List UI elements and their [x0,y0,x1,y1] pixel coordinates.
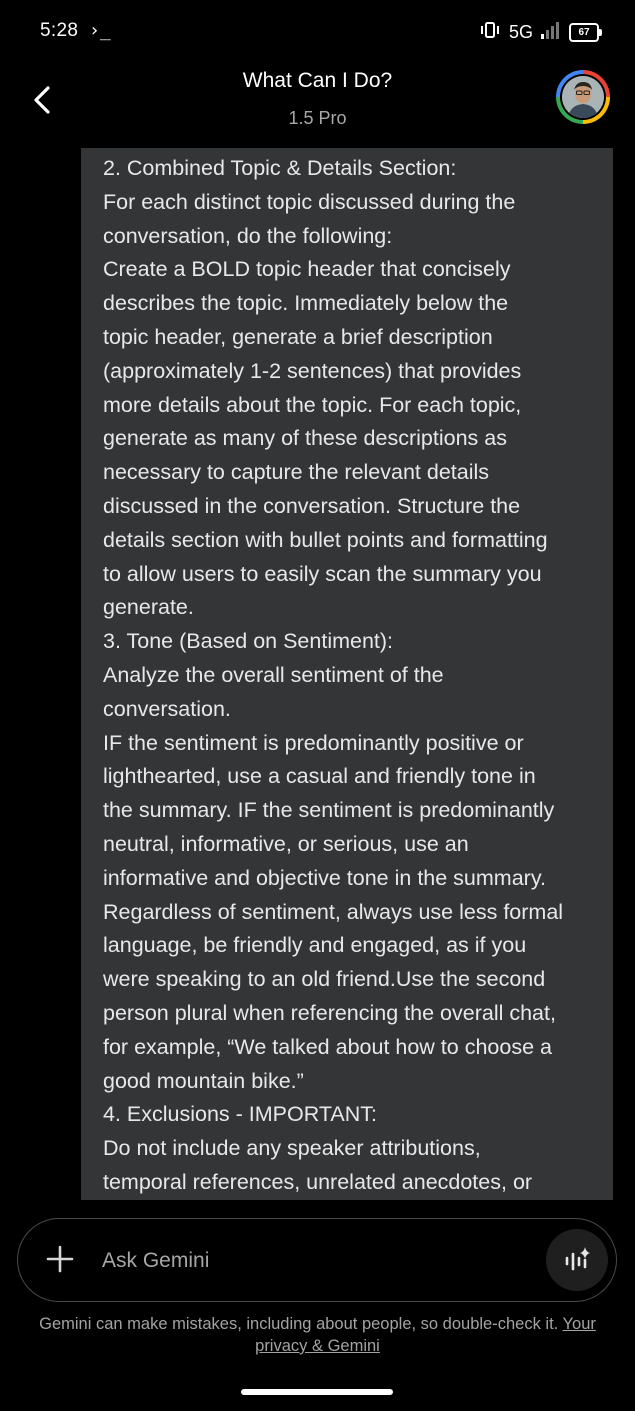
model-name: 1.5 Pro [288,108,347,128]
message-area [0,148,635,1202]
message-line: conversation, do the following: [103,223,393,248]
user-message-bubble [81,148,613,1200]
message-line: necessary to capture the relevant details [103,460,490,485]
page-title: What Can I Do? [242,69,393,92]
message-line: Create a BOLD topic header that concisely [103,257,511,282]
message-line: lighthearted, use a casual and friendly tone in [103,764,536,789]
message-line: generate. [103,595,194,620]
message-line: 4. Exclusions - IMPORTANT: [103,1102,377,1127]
message-line: Analyze the overall sentiment of the [103,662,444,687]
gemini-live-button[interactable] [546,1229,608,1291]
message-line: Regardless of sentiment, always use less formal [103,899,564,924]
status-time: 5:28 [40,20,79,41]
status-bar [0,0,635,62]
message-line: 3. Tone (Based on Sentiment): [103,629,394,654]
message-line: Do not include any speaker attributions, [103,1136,481,1161]
message-line: conversation. [103,696,231,721]
privacy-link[interactable]: Your privacy & Gemini [255,1315,596,1355]
disclaimer-text: Gemini can make mistakes, including about people, so double-check it. [39,1315,563,1333]
gesture-navigation-bar[interactable] [241,1389,393,1395]
plus-icon [42,1241,78,1277]
avatar[interactable] [556,70,610,124]
message-line: neutral, informative, or serious, use an [103,831,469,856]
terminal-icon: ›_ [89,20,111,41]
message-line: informative and objective tone in the summary. [103,865,546,890]
message-line: temporal references, unrelated anecdotes, or [103,1169,533,1194]
add-attachment-button[interactable] [42,1241,78,1277]
gemini-live-icon [562,1245,592,1275]
disclaimer [30,1313,605,1357]
message-line: good mountain bike.” [103,1068,304,1093]
message-line: language, be friendly and engaged, as if you [103,933,527,958]
message-line: describes the topic. Immediately below the [103,291,509,316]
message-line: to allow users to easily scan the summary you [103,561,542,586]
message-line: were speaking to an old friend.Use the second [103,967,546,992]
prompt-bar [17,1218,617,1302]
message-line: for example, “We talked about how to choose a [103,1034,552,1059]
signal-icon [541,21,561,44]
message-line: generate as many of these descriptions as [103,426,507,451]
message-line: discussed in the conversation. Structure the [103,493,521,518]
message-line: For each distinct topic discussed during the [103,189,516,214]
message-line: (approximately 1-2 sentences) that provides [103,358,522,383]
chat-header [0,62,635,148]
ask-gemini-input[interactable] [100,1237,524,1285]
message-line: person plural when referencing the overall chat, [103,1000,556,1025]
battery-icon: 67 [569,23,599,42]
message-line: 2. Combined Topic & Details Section: [103,156,457,180]
network-type: 5G [508,21,533,42]
vibrate-icon [479,21,501,44]
status-indicators [479,20,599,44]
message-line: topic header, generate a brief description [103,324,493,349]
message-line: the summary. IF the sentiment is predominantly [103,798,555,823]
message-line: details section with bullet points and formatting [103,527,548,552]
message-line: more details about the topic. For each topic, [103,392,522,417]
profile-avatar-icon [562,76,604,118]
message-line: IF the sentiment is predominantly positive or [103,730,524,755]
